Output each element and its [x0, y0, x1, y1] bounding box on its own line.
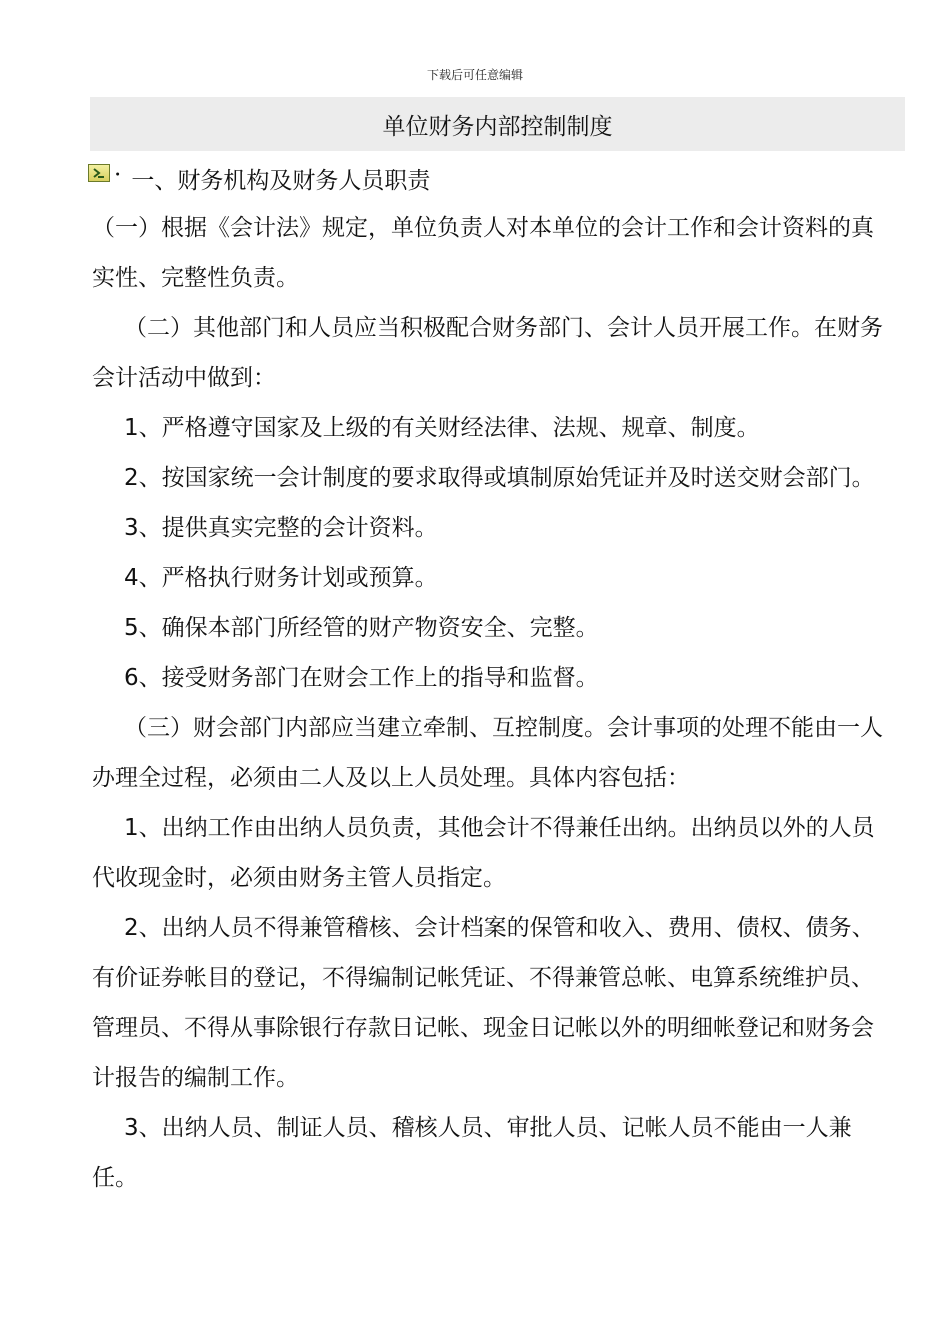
paragraph-text: 、严格执行财务计划或预算。: [138, 565, 438, 591]
item-number: 2: [124, 915, 139, 941]
section-heading: [88, 160, 430, 196]
item-number: 2: [124, 465, 139, 491]
paragraph-text: （一）根据《会计法》规定，单位负责人对本单位的会计工作和会计资料的真实性、完整性负责。: [92, 215, 874, 291]
document-title: 单位财务内部控制制度: [382, 113, 613, 140]
paragraph: [92, 403, 892, 453]
paragraph: [92, 653, 892, 703]
paragraph-text: 、提供真实完整的会计资料。: [138, 515, 438, 541]
paragraph: [92, 503, 892, 553]
paragraph: [92, 703, 892, 803]
item-number: 1: [124, 415, 139, 441]
item-number: 5: [124, 615, 139, 641]
item-number: 1: [124, 815, 139, 841]
item-number: 4: [124, 565, 139, 591]
note-icon: [88, 164, 110, 182]
paragraph: [92, 603, 892, 653]
section-heading-text: 一、财务机构及财务人员职责: [131, 167, 431, 194]
paragraph: [92, 903, 892, 1103]
list-marker: ·: [114, 162, 122, 188]
paragraph: [92, 203, 892, 303]
paragraph: [92, 803, 892, 903]
paragraph-text: 、出纳工作由出纳人员负责，其他会计不得兼任出纳。出纳员以外的人员代收现金时，必须由财务主管人员指定。: [92, 815, 875, 891]
paragraph-text: 、按国家统一会计制度的要求取得或填制原始凭证并及时送交财会部门。: [138, 465, 875, 491]
item-number: 6: [124, 665, 139, 691]
paragraph: [92, 1103, 892, 1203]
paragraph: [92, 453, 892, 503]
paragraph-text: （二）其他部门和人员应当积极配合财务部门、会计人员开展工作。在财务会计活动中做到：: [92, 315, 883, 391]
paragraph: [92, 303, 892, 403]
paragraph: [92, 553, 892, 603]
item-number: 3: [124, 1115, 139, 1141]
paragraph-text: 、接受财务部门在财会工作上的指导和监督。: [138, 665, 599, 691]
paragraph-text: （三）财会部门内部应当建立牵制、互控制度。会计事项的处理不能由一人办理全过程，必须由二人及以上人员处理。具体内容包括：: [92, 715, 883, 791]
paragraph-text: 、确保本部门所经管的财产物资安全、完整。: [138, 615, 599, 641]
document-body: [92, 203, 892, 1203]
header-note: 下载后可任意编辑: [426, 68, 523, 82]
document-title-bar: [90, 97, 905, 151]
paragraph-text: 、严格遵守国家及上级的有关财经法律、法规、规章、制度。: [138, 415, 760, 441]
item-number: 3: [124, 515, 139, 541]
paragraph-text: 、出纳人员、制证人员、稽核人员、审批人员、记帐人员不能由一人兼任。: [92, 1115, 852, 1191]
paragraph-text: 、出纳人员不得兼管稽核、会计档案的保管和收入、费用、债权、债务、有价证券帐目的登记，不得编制记帐凭证、不得兼管总帐、电算系统维护员、管理员、不得从事除银行存款日记帐、现金日记帐以外的明细帐登记和财务会计报告的编制工作。: [92, 915, 875, 1091]
